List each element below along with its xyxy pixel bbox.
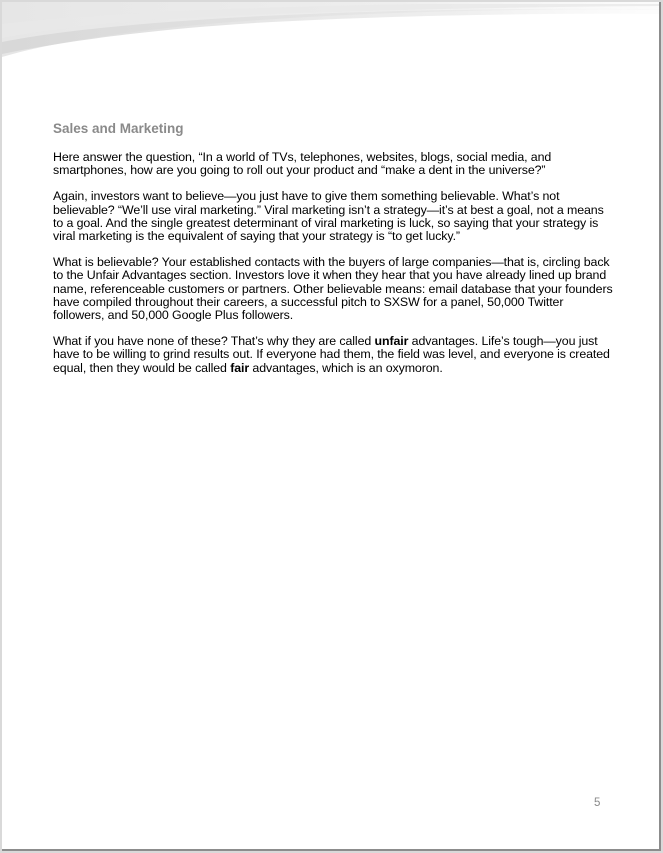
paragraph-viral-marketing: Again, investors want to believe—you just have to give them something believable. What’s not believable? “We’ll use viral marketing.” Viral marketing isn’t a strategy—it’s at best a goal, not a means to a goal. And the single greatest determinant of viral marketing is luck, so saying that your strategy is viral marketing is the equivalent of saying that your strategy is “to get lucky.” xyxy=(53,189,604,244)
bold-word-unfair: unfair xyxy=(374,334,409,349)
paragraph-unfair-advantages xyxy=(53,335,613,375)
paragraph-intro: Here answer the question, “In a world of TVs, telephones, websites, blogs, social media, and smartphones, how are you going to roll out your product and “make a dent in the universe?” xyxy=(53,150,552,178)
paragraph-believable: What is believable? Your established contacts with the buyers of large companies—that is, circling back to the Unfair Advantages section. Investors love it when they hear that you have already lined up brand name, referenceable customers or partners. Other believable means: email database that your founders have compiled throughout their careers, a successful pitch to SXSW for a panel, 50,000 Twitter followers, and 50,000 Google Plus followers. xyxy=(53,255,613,323)
document-body xyxy=(53,121,613,388)
page-number: 5 xyxy=(594,797,601,809)
section-heading: Sales and Marketing xyxy=(53,121,184,136)
paragraph-text-segment: advantages. Life’s tough—you just have to be willing to grind results out. If everyone had them, the field was level, and everyone is created equal, then they would be called xyxy=(53,334,610,375)
bold-word-fair: fair xyxy=(230,360,250,375)
header-swoosh-decoration xyxy=(2,2,659,72)
paragraph-text-segment: advantages, which is an oxymoron. xyxy=(249,360,443,375)
paragraph-text-segment: What if you have none of these? That’s why they are called xyxy=(53,334,375,349)
document-page xyxy=(2,2,661,851)
